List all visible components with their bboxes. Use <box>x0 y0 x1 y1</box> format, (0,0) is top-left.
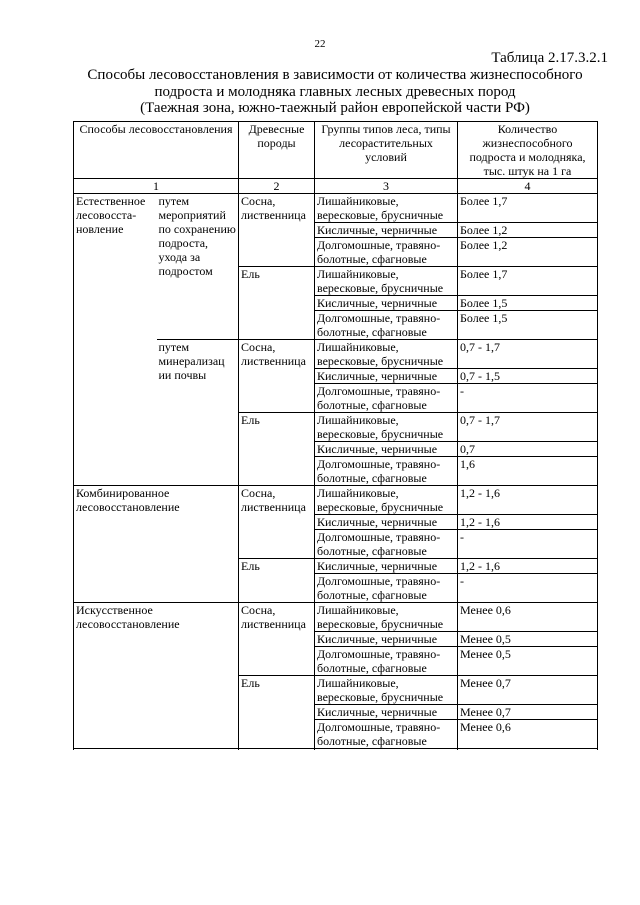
amount-cell: Менее 0,7 <box>458 705 598 720</box>
forest-type-longmoss: Долгомошные, травяно-болотные, сфагновые <box>315 457 458 486</box>
forest-type-lichen: Лишайниковые, вересковые, брусничные <box>315 486 458 515</box>
header-forest-types: Группы типов леса, типы лесорастительных условий <box>315 122 458 179</box>
amount-cell: - <box>458 574 598 603</box>
method-natural-mineral: путем минерализац ии почвы <box>157 340 239 486</box>
forest-type-lichen: Лишайниковые, вересковые, брусничные <box>315 413 458 442</box>
amount-cell: Менее 0,5 <box>458 647 598 676</box>
forest-type-oxalis: Кисличные, черничные <box>315 296 458 311</box>
forest-type-longmoss: Долгомошные, травяно-болотные, сфагновые <box>315 647 458 676</box>
forest-type-longmoss: Долгомошные, травяно-болотные, сфагновые <box>315 530 458 559</box>
amount-cell: Менее 0,6 <box>458 720 598 749</box>
species-spruce: Ель <box>239 676 315 749</box>
amount-cell: 0,7 <box>458 442 598 457</box>
amount-cell: 1,2 - 1,6 <box>458 559 598 574</box>
amount-cell: Менее 0,7 <box>458 676 598 705</box>
amount-cell: Более 1,5 <box>458 296 598 311</box>
caption-line: (Таежная зона, южно-таежный район европейской части РФ) <box>140 100 530 116</box>
forest-type-oxalis: Кисличные, черничные <box>315 705 458 720</box>
amount-cell: Более 1,7 <box>458 194 598 223</box>
amount-cell: Более 1,2 <box>458 238 598 267</box>
column-number: 4 <box>458 179 598 194</box>
method-natural-preserve: путем мероприятий по сохранению подроста, ухода за подростом <box>157 194 239 340</box>
forest-type-longmoss: Долгомошные, травяно-болотные, сфагновые <box>315 311 458 340</box>
forest-type-oxalis: Кисличные, черничные <box>315 559 458 574</box>
amount-cell: Более 1,7 <box>458 267 598 296</box>
species-spruce: Ель <box>239 267 315 340</box>
column-number: 1 <box>74 179 239 194</box>
method-combined: Комбинированное лесовосстановление <box>74 486 239 603</box>
amount-cell: 1,6 <box>458 457 598 486</box>
table-row <box>74 603 598 632</box>
amount-cell: Более 1,5 <box>458 311 598 340</box>
species-pine-larch: Сосна, лиственница <box>239 340 315 413</box>
species-spruce: Ель <box>239 413 315 486</box>
forest-type-lichen: Лишайниковые, вересковые, брусничные <box>315 676 458 705</box>
amount-cell: Менее 0,5 <box>458 632 598 647</box>
caption-line: подроста и молодняка главных лесных древесных пород <box>154 83 516 100</box>
species-spruce: Ель <box>239 559 315 603</box>
forest-type-oxalis: Кисличные, черничные <box>315 369 458 384</box>
forest-type-oxalis: Кисличные, черничные <box>315 632 458 647</box>
forest-type-oxalis: Кисличные, черничные <box>315 223 458 238</box>
header-row <box>74 122 598 179</box>
species-pine-larch: Сосна, лиственница <box>239 603 315 676</box>
column-number: 2 <box>239 179 315 194</box>
forest-type-lichen: Лишайниковые, вересковые, брусничные <box>315 194 458 223</box>
table-label: Таблица 2.17.3.2.1 <box>491 50 608 66</box>
forest-type-lichen: Лишайниковые, вересковые, брусничные <box>315 340 458 369</box>
forest-type-longmoss: Долгомошные, травяно-болотные, сфагновые <box>315 384 458 413</box>
species-pine-larch: Сосна, лиственница <box>239 486 315 559</box>
forest-type-oxalis: Кисличные, черничные <box>315 515 458 530</box>
caption-line: Способы лесовосстановления в зависимости от количества жизнеспособного <box>87 67 583 83</box>
table-row <box>74 486 598 515</box>
forest-type-longmoss: Долгомошные, травяно-болотные, сфагновые <box>315 574 458 603</box>
forest-type-longmoss: Долгомошные, травяно-болотные, сфагновые <box>315 720 458 749</box>
table-caption <box>60 67 610 117</box>
column-number: 3 <box>315 179 458 194</box>
forest-type-longmoss: Долгомошные, травяно-болотные, сфагновые <box>315 238 458 267</box>
column-number-row <box>74 179 598 194</box>
amount-cell: 0,7 - 1,7 <box>458 340 598 369</box>
amount-cell: 1,2 - 1,6 <box>458 486 598 515</box>
amount-cell: Более 1,2 <box>458 223 598 238</box>
method-natural: Естественное лесовосста-новление <box>74 194 157 486</box>
amount-cell: 0,7 - 1,7 <box>458 413 598 442</box>
header-amount: Количество жизнеспособного подроста и молодняка, тыс. штук на 1 га <box>458 122 598 179</box>
reforestation-table <box>73 121 598 749</box>
table-row <box>74 194 598 223</box>
forest-type-lichen: Лишайниковые, вересковые, брусничные <box>315 267 458 296</box>
forest-type-oxalis: Кисличные, черничные <box>315 442 458 457</box>
page-number: 22 <box>314 38 326 50</box>
method-artificial: Искусственное лесовосстановление <box>74 603 239 749</box>
amount-cell: - <box>458 530 598 559</box>
header-method: Способы лесовосстановления <box>74 122 239 179</box>
amount-cell: - <box>458 384 598 413</box>
amount-cell: Менее 0,6 <box>458 603 598 632</box>
amount-cell: 0,7 - 1,5 <box>458 369 598 384</box>
amount-cell: 1,2 - 1,6 <box>458 515 598 530</box>
forest-type-lichen: Лишайниковые, вересковые, брусничные <box>315 603 458 632</box>
species-pine-larch: Сосна, лиственница <box>239 194 315 267</box>
header-species: Древесные породы <box>239 122 315 179</box>
